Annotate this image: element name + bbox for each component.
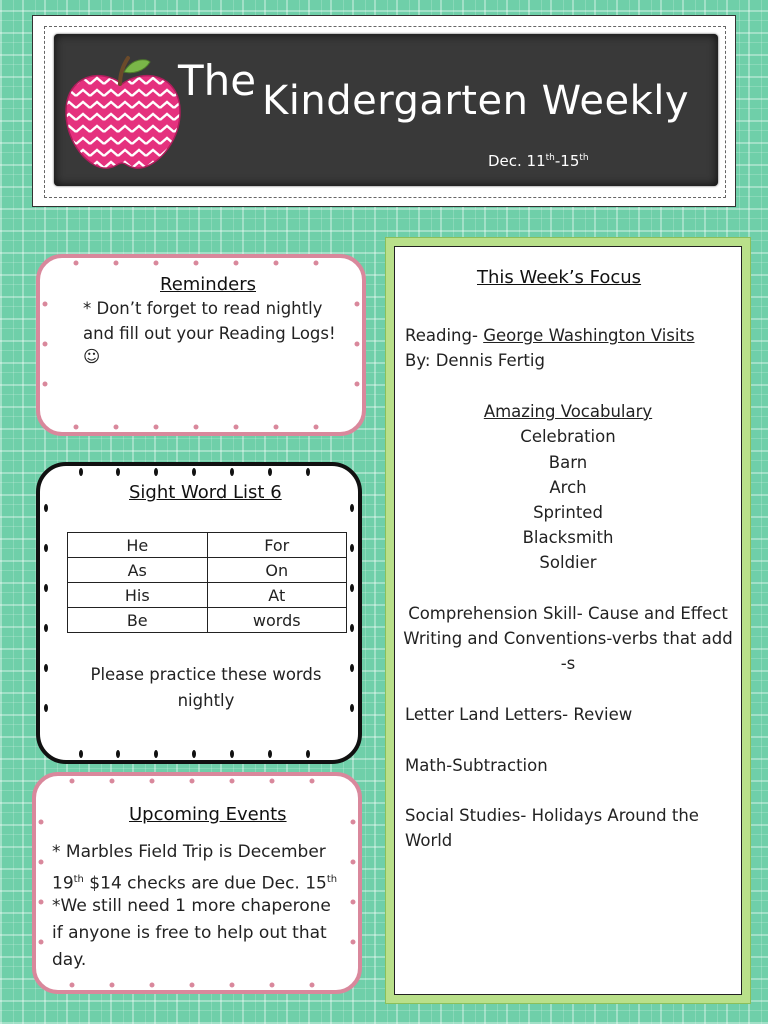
- table-cell: As: [68, 558, 208, 583]
- events-line3: *We still need 1 more chaperone: [52, 896, 331, 916]
- table-cell: Be: [68, 608, 208, 633]
- sight-word-note-line2: nightly: [177, 691, 235, 710]
- events-line5: day.: [52, 950, 87, 970]
- date-range: Dec. 11th-15th: [488, 152, 589, 170]
- table-row: [68, 583, 347, 608]
- reminders-heading: Reminders: [160, 274, 256, 295]
- vocab-word: Arch: [549, 478, 587, 497]
- sight-word-heading: Sight Word List 6: [129, 482, 282, 503]
- vocab-word: Sprinted: [533, 503, 603, 522]
- events-heading: Upcoming Events: [129, 804, 287, 825]
- smiley-icon: ☺: [83, 347, 101, 366]
- focus-social-line2: World: [405, 831, 453, 850]
- reminders-line1: * Don’t forget to read nightly: [83, 299, 323, 318]
- title-the: The: [178, 56, 257, 105]
- focus-heading: This Week’s Focus: [477, 267, 642, 288]
- reminders-line2: and fill out your Reading Logs!: [83, 324, 336, 343]
- table-cell: words: [207, 608, 347, 633]
- vocab-word: Soldier: [539, 553, 597, 572]
- table-row: [68, 558, 347, 583]
- focus-math: Math-Subtraction: [405, 756, 548, 775]
- table-cell: On: [207, 558, 347, 583]
- events-line2: 19th $14 checks are due Dec. 15th: [52, 873, 338, 894]
- vocab-word: Celebration: [520, 427, 616, 446]
- focus-writing-line2: -s: [560, 654, 576, 673]
- sight-word-table: [67, 532, 347, 633]
- focus-reading: Reading- George Washington Visits: [405, 326, 695, 345]
- table-row: [68, 533, 347, 558]
- table-cell: For: [207, 533, 347, 558]
- focus-reading-author: By: Dennis Fertig: [405, 351, 545, 370]
- table-row: [68, 608, 347, 633]
- focus-letterland: Letter Land Letters- Review: [405, 705, 633, 724]
- events-line1: * Marbles Field Trip is December: [52, 842, 326, 862]
- vocab-heading: Amazing Vocabulary: [483, 402, 653, 421]
- page-title: Kindergarten Weekly: [262, 78, 690, 124]
- focus-comprehension: Comprehension Skill- Cause and Effect: [408, 604, 728, 623]
- apple-logo-icon: [62, 52, 184, 174]
- sight-word-note-line1: Please practice these words: [90, 665, 322, 684]
- table-cell: He: [68, 533, 208, 558]
- focus-writing-line1: Writing and Conventions-verbs that add: [403, 629, 733, 648]
- vocab-word: Barn: [548, 453, 588, 472]
- vocab-word: Blacksmith: [522, 528, 614, 547]
- focus-social-line1: Social Studies- Holidays Around the: [405, 806, 699, 825]
- table-cell: At: [207, 583, 347, 608]
- events-line4: if anyone is free to help out that: [52, 923, 327, 943]
- table-cell: His: [68, 583, 208, 608]
